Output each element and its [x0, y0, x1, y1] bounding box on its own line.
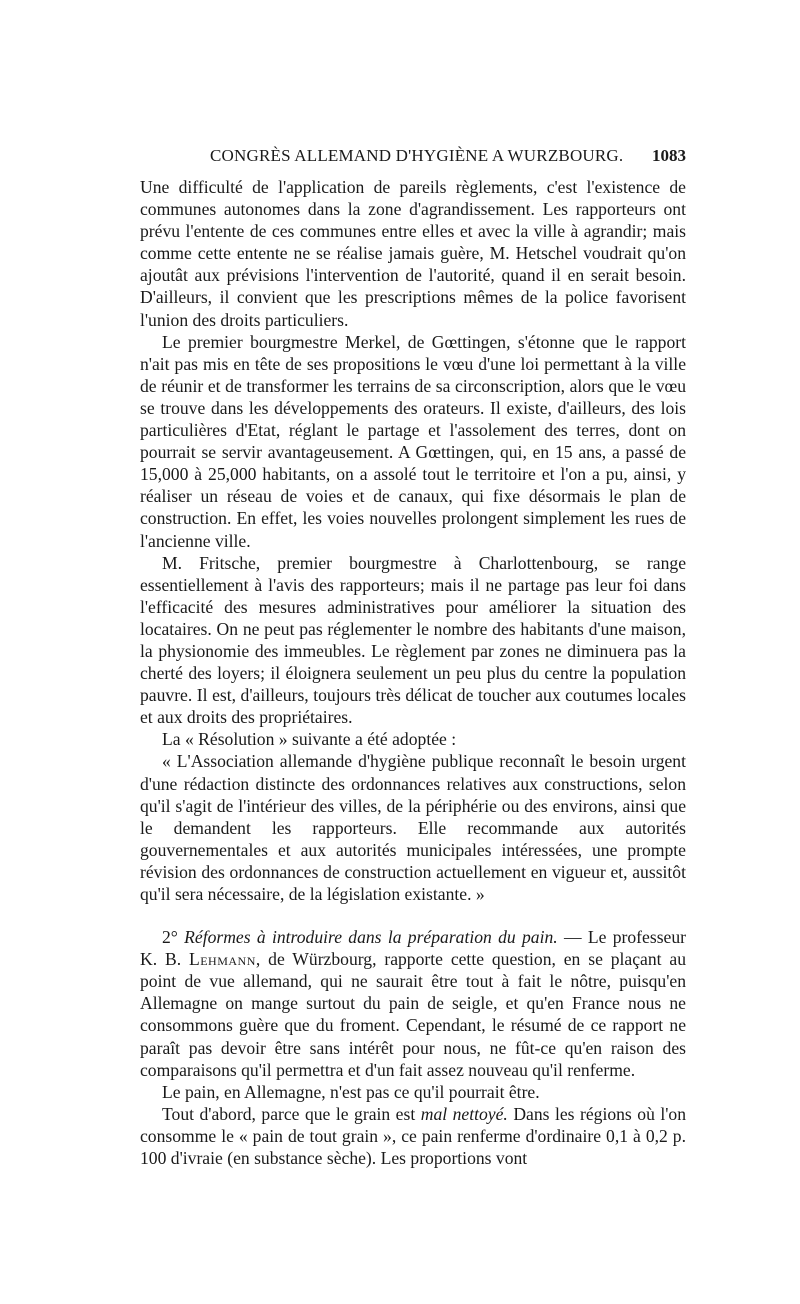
section-body: , de Würzbourg, rapporte cette question, en se plaçant au point de vue allemand, qui ne saurait être tout à fait le nôtre, puisqu'en Allemagne on mange surtout du pain de seigle, et qu'en France nous ne consommons guère que du froment. Cependant, le résumé de ce rapport ne paraît pas devoir être sans intérêt pour nous, ne fût-ce qu'en raison des comparaisons qu'il permettra et d'un fait assez nouveau qu'il renferme. — [140, 949, 686, 1080]
grain-italic: mal nettoyé. — [420, 1103, 508, 1124]
author-name: Lehmann — [188, 949, 256, 970]
body-text — [140, 176, 686, 1169]
running-title: CONGRÈS ALLEMAND D'HYGIÈNE A WURZBOURG. — [210, 146, 624, 165]
grain-after: Dans les régions où l'on consomme le « pain de tout grain », ce pain renferme d'ordinaire 0,1 à 0,2 p. 100 d'ivraie (en substance sèche). Les proportions vont — [140, 1103, 687, 1169]
section-lead: — Le professeur K. B. — [140, 927, 687, 970]
section-number: 2° — [162, 927, 178, 948]
section-title: Réformes à introduire dans la préparation du pain. — [184, 927, 558, 948]
paragraph-resolution-text: « L'Association allemande d'hygiène publique reconnaît le besoin urgent d'une rédaction distincte des ordonnances relatives aux constructions, selon qu'il s'agit de l'intérieur des villes, de la périphérie ou des environs, ainsi que le demandent les rapporteurs. Elle recommande aux autorités gouvernementales et aux autorités municipales intéressées, une prompte révision des ordonnances de construction actuellement en vigueur et, aussitôt qu'il sera nécessaire, de la législation existante. » — [140, 751, 686, 904]
paragraph-grain — [140, 1103, 686, 1169]
grain-before: Tout d'abord, parce que le grain est — [162, 1103, 416, 1124]
paragraph-merkel: Le premier bourgmestre Merkel, de Gœttingen, s'étonne que le rapport n'ait pas mis en tête de ses propositions le vœu d'une loi permettant à la ville de réunir et de transformer les terrains de sa circonscription, alors que le vœu se trouve dans les développements des orateurs. Il existe, d'ailleurs, des lois particulières d'Etat, réglant le partage et l'assolement des terres, dont on pourrait se servir avantageusement. A Gœttingen, qui, en 15 ans, a passé de 15,000 à 25,000 habitants, on a assolé tout le territoire et l'on a pu, ainsi, y réaliser un réseau de voies et de canaux, qui fixe désormais le plan de construction. En effet, les voies nouvelles prolongent simplement les rues de l'ancienne ville. — [140, 331, 686, 551]
paragraph-hetschel: Une difficulté de l'application de pareils règlements, c'est l'existence de communes autonomes dans la zone d'agrandissement. Les rapporteurs ont prévu l'entente de ces communes entre elles et avec la ville à agrandir; mais comme cette entente ne se réalise jamais guère, M. Hetschel voudrait qu'on ajoutât aux prévisions l'intervention de l'autorité, quand il en serait besoin. D'ailleurs, il convient que les prescriptions mêmes de la police favorisent l'union des droits particuliers. — [140, 177, 686, 330]
section-gap — [140, 905, 686, 926]
paragraph-resolution-intro: La « Résolution » suivante a été adoptée : — [162, 729, 457, 750]
paragraph-pain-allemagne: Le pain, en Allemagne, n'est pas ce qu'il pourrait être. — [162, 1081, 540, 1102]
page-header — [140, 146, 686, 172]
page-number: 1083 — [652, 146, 686, 165]
paragraph-fritsche: M. Fritsche, premier bourgmestre à Charlottenbourg, se range essentiellement à l'avis des rapporteurs; mais il ne partage pas leur foi dans l'efficacité des mesures administratives pour améliorer la situation des locataires. On ne peut pas réglementer le nombre des habitants d'une maison, la physionomie des immeubles. Le règlement par zones ne diminuera pas la cherté des loyers; il éloignera seulement un peu plus du centre la population pauvre. Il est, d'ailleurs, toujours très délicat de toucher aux coutumes locales et aux droits des propriétaires. — [140, 552, 686, 728]
paragraph-section-2 — [140, 926, 686, 1081]
